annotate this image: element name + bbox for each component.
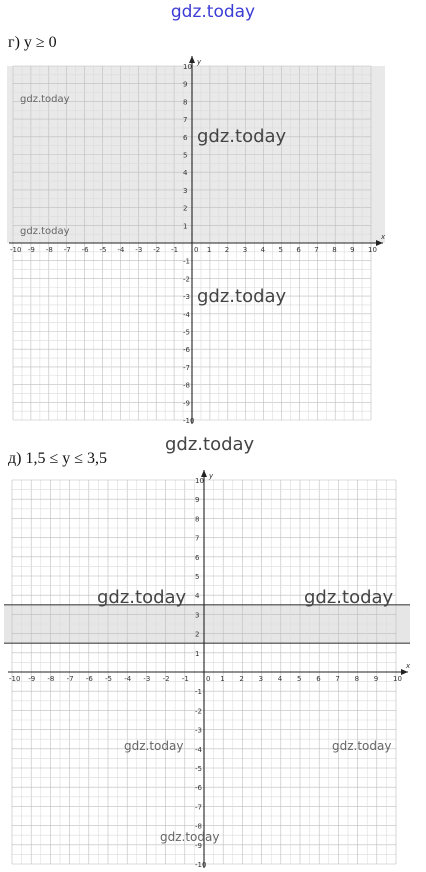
x-axis-label: x — [381, 233, 386, 241]
x-tick-label: -7 — [66, 675, 74, 683]
x-tick-label: -10 — [10, 246, 22, 254]
x-tick-label: 9 — [373, 675, 379, 683]
y-tick-label: -5 — [183, 328, 190, 337]
y-tick-label: -4 — [183, 310, 190, 319]
y-tick-label: -2 — [195, 707, 202, 716]
x-tick-label: -7 — [63, 246, 71, 254]
x-tick-label: 6 — [316, 675, 321, 683]
y-tick-label: -7 — [183, 363, 190, 372]
y-tick-label: 3 — [183, 186, 188, 195]
x-tick-label: 8 — [332, 246, 337, 254]
y-tick-label: 2 — [195, 630, 200, 639]
x-tick-label: -6 — [81, 246, 89, 254]
y-tick-label: 7 — [183, 116, 188, 125]
y-tick-label: 5 — [195, 573, 200, 581]
y-tick-label: -10 — [195, 861, 207, 869]
x-tick-label: -2 — [153, 246, 161, 254]
x-tick-label: -10 — [9, 675, 21, 683]
x-tick-label: 5 — [297, 675, 302, 683]
x-tick-label: 2 — [239, 675, 244, 683]
x-tick-label: -2 — [162, 675, 170, 683]
y-tick-label: -3 — [183, 293, 190, 302]
y-tick-label: -10 — [183, 417, 195, 425]
y-tick-label: -7 — [195, 803, 202, 812]
y-tick-label: 10 — [183, 63, 192, 71]
y-tick-label: -1 — [195, 688, 202, 697]
x-tick-label: 7 — [335, 675, 340, 683]
y-tick-label: -5 — [195, 765, 202, 773]
x-tick-label: -4 — [117, 246, 125, 254]
x-tick-label: 10 — [368, 246, 377, 254]
y-tick-label: -8 — [183, 381, 190, 390]
y-tick-label: 10 — [195, 477, 204, 485]
y-tick-label: 9 — [183, 80, 188, 89]
y-tick-label: 6 — [195, 553, 200, 562]
watermark: gdz.today — [97, 587, 187, 608]
x-tick-label: -8 — [45, 246, 53, 254]
origin-label: 0 — [194, 246, 199, 254]
x-tick-label: 7 — [314, 246, 319, 254]
graph-d-title: д) 1,5 ≤ y ≤ 3,5 — [8, 450, 108, 467]
watermark: gdz.today — [165, 434, 255, 455]
watermark: gdz.today — [197, 126, 287, 147]
watermark: gdz.today — [332, 739, 392, 753]
x-tick-label: 1 — [206, 246, 212, 254]
watermark: gdz.today — [20, 94, 70, 105]
y-tick-label: 1 — [195, 649, 200, 658]
watermark: gdz.today — [20, 226, 70, 237]
x-tick-label: -1 — [181, 675, 189, 683]
x-axis-label: x — [406, 662, 411, 670]
x-tick-label: -5 — [105, 675, 112, 683]
y-tick-label: -2 — [183, 275, 190, 284]
x-tick-label: 2 — [224, 246, 230, 254]
x-tick-label: -1 — [171, 246, 179, 254]
graph-g-title: г) y ≥ 0 — [8, 34, 57, 51]
x-tick-label: -9 — [28, 675, 36, 683]
y-tick-label: -3 — [195, 726, 202, 735]
site-brand: gdz.today — [170, 2, 256, 22]
y-tick-label: 3 — [195, 611, 200, 620]
x-tick-label: 9 — [350, 246, 355, 254]
y-axis-label: y — [197, 58, 202, 66]
y-tick-label: -4 — [195, 745, 202, 754]
y-tick-label: -8 — [195, 822, 202, 831]
x-tick-label: -5 — [99, 246, 107, 254]
x-tick-label: -6 — [85, 675, 93, 683]
y-tick-label: 4 — [183, 169, 188, 178]
watermark: gdz.today — [197, 286, 287, 307]
y-tick-label: 8 — [183, 98, 188, 107]
y-tick-label: -6 — [195, 784, 202, 793]
x-tick-label: -9 — [27, 246, 35, 254]
watermark: gdz.today — [304, 587, 394, 608]
y-tick-label: 1 — [183, 222, 188, 231]
x-tick-label: 3 — [242, 246, 248, 254]
x-tick-label: 6 — [296, 246, 301, 254]
y-tick-label: 2 — [183, 204, 188, 213]
x-tick-label: 5 — [278, 246, 283, 254]
x-tick-label: -3 — [135, 246, 143, 254]
x-tick-label: -8 — [47, 675, 55, 683]
y-tick-label: -1 — [183, 257, 190, 266]
y-tick-label: -6 — [183, 346, 190, 355]
x-tick-label: 1 — [220, 675, 225, 683]
x-tick-label: -4 — [124, 675, 132, 683]
x-tick-label: 3 — [258, 675, 264, 683]
watermark: gdz.today — [124, 739, 184, 753]
y-tick-label: 5 — [183, 151, 188, 160]
x-tick-label: 4 — [277, 675, 283, 683]
y-axis-arrow — [201, 470, 207, 477]
y-tick-label: 7 — [195, 534, 200, 543]
y-axis-label: y — [209, 472, 214, 480]
x-tick-label: 8 — [354, 675, 360, 683]
y-tick-label: -9 — [183, 399, 190, 408]
x-tick-label: -3 — [143, 675, 151, 683]
origin-label: 0 — [206, 675, 211, 683]
y-tick-label: 6 — [183, 133, 188, 142]
x-tick-label: 10 — [393, 675, 402, 683]
y-tick-label: 8 — [195, 515, 200, 524]
watermark: gdz.today — [160, 830, 220, 844]
y-tick-label: 9 — [195, 496, 200, 505]
x-tick-label: 4 — [260, 246, 266, 254]
y-tick-label: -9 — [195, 841, 202, 850]
y-tick-label: 4 — [195, 592, 200, 601]
